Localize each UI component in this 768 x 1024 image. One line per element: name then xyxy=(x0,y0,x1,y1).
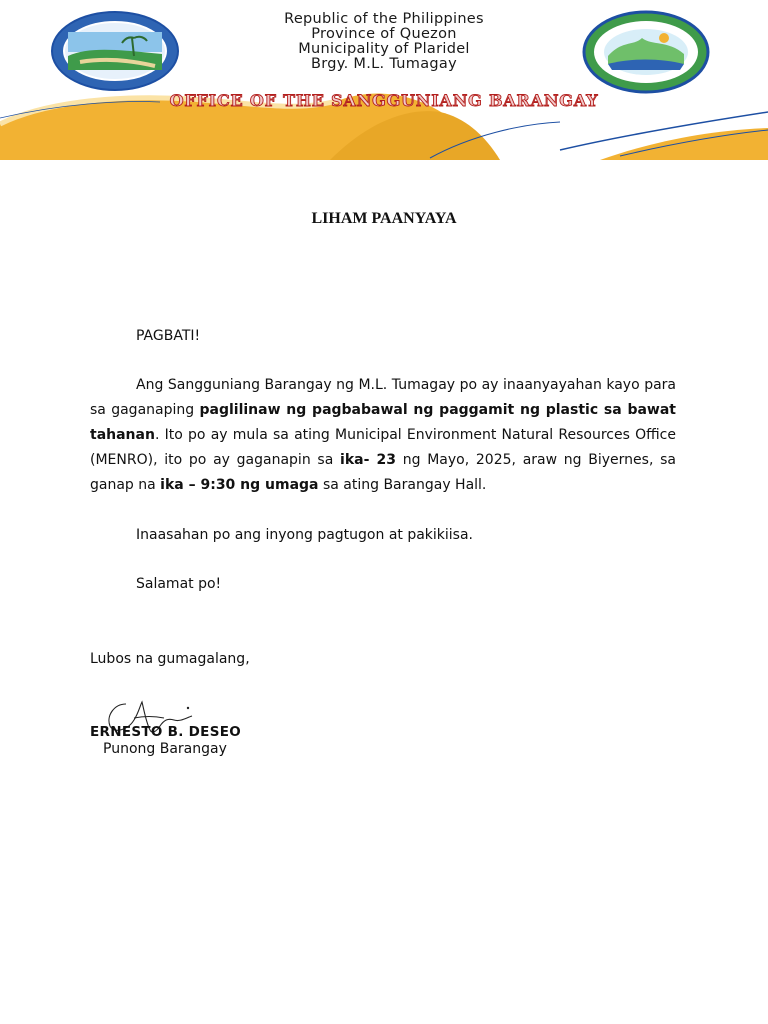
closing-line: Lubos na gumagalang, xyxy=(90,651,250,667)
header-republic: Republic of the Philippines xyxy=(284,11,484,27)
government-header xyxy=(234,12,534,72)
body-text: ng Mayo, 2025, araw ng Biyernes, sa ganap na xyxy=(90,452,676,493)
letterhead xyxy=(0,0,768,160)
office-title: OFFICE OF THE SANGGUNIANG BARANGAY xyxy=(169,91,599,110)
thanks-line: Salamat po! xyxy=(136,576,222,592)
header-municipality: Municipality of Plaridel xyxy=(298,41,470,57)
body-text: . Ito po ay mula sa ating Municipal Environment Natural Resources Office (MENRO), ito po ay gaganapin sa xyxy=(90,427,676,468)
plaridel-seal xyxy=(50,10,180,92)
expectation-line: Inaasahan po ang inyong pagtugon at pakikiisa. xyxy=(136,527,474,543)
body-emphasis: ika- 23 xyxy=(340,452,397,468)
signer-name: ERNESTO B. DESEO xyxy=(90,724,242,740)
body-emphasis: paglilinaw ng pagbabawal ng paggamit ng plastic sa bawat tahanan xyxy=(90,402,676,443)
signer-title: Punong Barangay xyxy=(103,741,227,757)
greeting: PAGBATI! xyxy=(136,328,201,344)
body-paragraph xyxy=(90,373,676,498)
body-emphasis: ika – 9:30 ng umaga xyxy=(160,477,319,493)
body-text: sa ating Barangay Hall. xyxy=(318,477,487,493)
body-text: Ang Sangguniang Barangay ng M.L. Tumagay po ay inaanyayahan kayo para sa gaganaping xyxy=(90,377,676,418)
letter-title: LIHAM PAANYAYA xyxy=(311,210,457,227)
header-province: Province of Quezon xyxy=(311,26,457,42)
sangguniang-barangay-seal xyxy=(582,10,710,94)
header-barangay: Brgy. M.L. Tumagay xyxy=(311,56,457,72)
